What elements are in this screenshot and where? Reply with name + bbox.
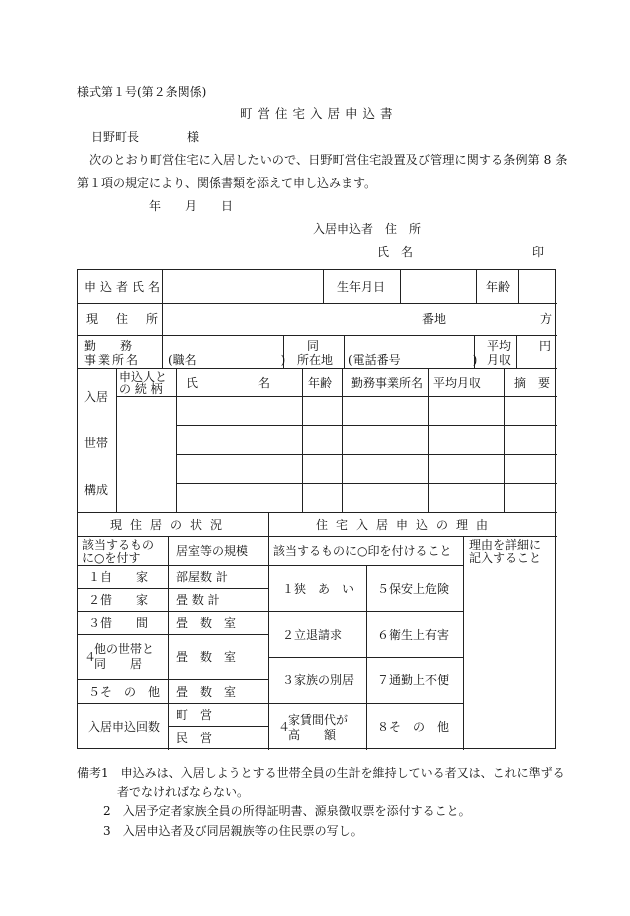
member-age-header: 年齢 <box>308 376 333 390</box>
status-cohabit-1: 他の世帯と <box>94 642 155 656</box>
reason-header: 住宅入居申込の理由 <box>316 518 497 532</box>
body-line-1: 次のとおり町営住宅に入居したいので、日野町営住宅設置及び管理に関する条例第 8 条 <box>89 153 568 167</box>
reason-cramped: １狭 あ い <box>282 582 355 596</box>
current-status-header: 現住居の状況 <box>110 518 231 532</box>
applicant-address-label: 入居申込者 住 所 <box>313 222 422 236</box>
tatami-room-1: 畳 数 室 <box>176 616 237 630</box>
mark-label-1: 該当するもの <box>82 538 155 552</box>
reason-rent-1: 家賃間代が <box>288 713 349 727</box>
phone-field: (電話番号 ) <box>348 353 478 367</box>
member-income-header: 平均月収 <box>433 376 482 390</box>
household-label-2: 世帯 <box>84 436 109 450</box>
member-workplace-header: 勤務事業所名 <box>351 376 424 390</box>
note-3: 3 入居申込者及び同居親族等の住民票の写し。 <box>103 824 363 838</box>
status-cohabit-number: ４ <box>84 650 97 664</box>
application-form-table <box>77 269 556 749</box>
document-title: 町営住宅入居申込書 <box>240 106 398 121</box>
reason-rent-2: 高 額 <box>288 728 337 742</box>
applicant-name-label: 氏 名 <box>377 245 414 259</box>
note-2: 2 入居予定者家族全員の所得証明書、源泉徴収票を添付すること。 <box>103 804 471 818</box>
reason-family-separation: ３家族の別居 <box>282 673 355 687</box>
reason-rent-number: ４ <box>278 720 291 734</box>
age-label: 年齢 <box>486 280 511 294</box>
same-label-1: 同 <box>307 339 320 353</box>
reason-safety: ５保安上危険 <box>377 582 450 596</box>
member-name-header: 氏 名 <box>186 376 271 390</box>
reason-sanitation: ６衛生上有害 <box>377 628 450 642</box>
tatami-room-2: 畳 数 室 <box>176 650 237 664</box>
mark-label-2: に○を付す <box>82 551 141 565</box>
date-line: 年 月 日 <box>149 199 234 213</box>
member-remarks-header: 摘 要 <box>514 376 551 390</box>
room-scale-header: 居室等の規模 <box>176 544 249 558</box>
room-count-total: 部屋数 計 <box>176 570 228 584</box>
workplace-label-1: 勤 務 <box>84 339 133 353</box>
form-number: 様式第１号(第２条関係) <box>77 85 207 99</box>
status-rented-house: ２借 家 <box>88 593 149 607</box>
seal-mark: 印 <box>532 245 545 259</box>
banchi-label: 番地 <box>422 312 447 326</box>
household-label-1: 入居 <box>84 390 109 404</box>
reason-eviction: ２立退請求 <box>282 628 343 642</box>
note-1-line-2: 者でなければならない。 <box>117 785 250 799</box>
addressee: 日野町長 様 <box>91 130 200 144</box>
avg-income-label-1: 平均 <box>487 339 512 353</box>
same-label-2: 所在地 <box>297 353 334 367</box>
relation-label-1: 申込人と <box>119 370 168 384</box>
birth-date-label: 生年月日 <box>337 280 386 294</box>
note-1-line-1: 備考1 申込みは、入居しようとする世帯全員の生計を維持している者又は、これに準ずる <box>77 766 565 780</box>
tatami-room-3: 畳 数 室 <box>176 685 237 699</box>
reason-mark-header: 該当するものに○印を付けること <box>273 544 452 558</box>
detail-label-1: 理由を詳細に <box>469 538 542 552</box>
household-label-3: 構成 <box>84 483 109 497</box>
avg-income-label-2: 月収 <box>487 353 512 367</box>
application-count-label: 入居申込回数 <box>88 720 161 734</box>
status-rented-room: ３借 間 <box>88 616 149 630</box>
status-cohabit-2: 同 居 <box>94 657 143 671</box>
kata-label: 方 <box>540 312 553 326</box>
status-own-house: １自 家 <box>88 570 149 584</box>
private-housing-label: 民 営 <box>176 731 213 745</box>
yen-label: 円 <box>539 339 552 353</box>
detail-label-2: 記入すること <box>469 551 542 565</box>
applicant-name-label: 申込者氏名 <box>84 280 165 294</box>
reason-other: ８そ の 他 <box>377 720 450 734</box>
status-other: ５そ の 他 <box>88 685 161 699</box>
tatami-total: 畳 数 計 <box>176 593 220 607</box>
job-title-field: (職名 ) <box>168 353 286 367</box>
town-housing-label: 町 営 <box>176 708 213 722</box>
workplace-label-2: 事業所名 <box>84 353 141 367</box>
body-line-2: 第１項の規定により、関係書類を添えて申し込みます。 <box>77 176 377 190</box>
relation-label-2: の 続 柄 <box>119 382 163 396</box>
reason-commute: ７通勤上不便 <box>377 673 450 687</box>
current-address-label: 現 住 所 <box>86 312 162 326</box>
